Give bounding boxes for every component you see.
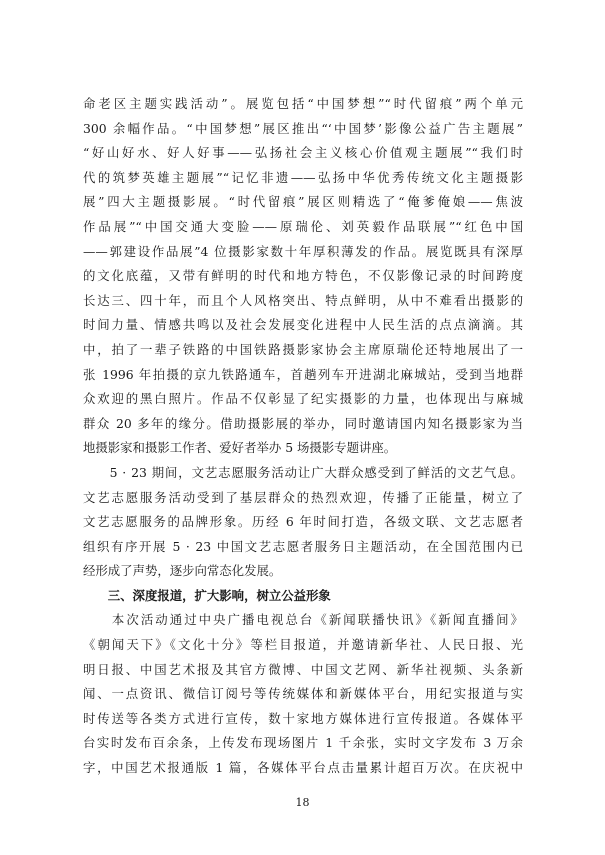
text-line: 张 1996 年拍摄的京九铁路通车，首趟列车开进湖北麻城站，受到当地群 [83, 366, 523, 382]
text-line: 本次活动通过中央广播电视总台《新闻联播快讯》《新闻直播间》 [83, 612, 523, 628]
text-line: 字，中国艺术报通版 1 篇，各媒体平台点击量累计超百万次。在庆祝中 [83, 760, 523, 776]
text-line: 300 余幅作品。“中国梦想”展区推出“‘中国梦’影像公益广告主题展” [83, 120, 523, 136]
text-line: 明日报、中国艺术报及其官方微博、中国文艺网、新华社视频、头条新 [83, 661, 523, 677]
text-line: 命老区主题实践活动”。展览包括“中国梦想”“时代留痕”两个单元 [83, 96, 523, 111]
text-line: 代的筑梦英雄主题展”“记忆非遗——弘扬中华优秀传统文化主题摄影 [83, 169, 523, 185]
text-line: 闻、一点资讯、微信订阅号等传统媒体和新媒体平台，用纪实报道与实 [83, 686, 523, 702]
text-line: 5 · 23 期间，文艺志愿服务活动让广大群众感受到了鲜活的文艺气息。 [83, 464, 523, 480]
text-line: 中，拍了一辈子铁路的中国铁路摄影家协会主席原瑞伦还特地展出了一 [83, 341, 523, 357]
text-line: 展”四大主题摄影展。“时代留痕”展区则精选了“俺爹俺娘——焦波 [83, 194, 523, 210]
text-line: 地摄影家和摄影工作者、爱好者举办 5 场摄影专题讲座。 [83, 440, 397, 456]
text-line: 作品展”“中国交通大变脸——原瑞伦、刘英毅作品联展”“红色中国 [83, 218, 523, 234]
text-line: 长达三、四十年，而且个人风格突出、特点鲜明，从中不难看出摄影的 [83, 292, 523, 308]
text-line: 文艺志愿服务活动受到了基层群众的热烈欢迎，传播了正能量，树立了 [83, 489, 523, 505]
text-line: 的文化底蕴，又带有鲜明的时代和地方特色，不仅影像记录的时间跨度 [83, 268, 523, 284]
text-line: 群众 20 多年的缘分。借助摄影展的举办，同时邀请国内知名摄影家为当 [83, 415, 523, 431]
text-line: 组织有序开展 5 · 23 中国文艺志愿者服务日主题活动，在全国范围内已 [83, 538, 523, 554]
text-line: 《朝闻天下》《文化十分》等栏目报道，并邀请新华社、人民日报、光 [83, 637, 523, 653]
text-line: ——郭建设作品展”4 位摄影家数十年厚积薄发的作品。展览既具有深厚 [83, 243, 523, 259]
text-line: “好山好水、好人好事——弘扬社会主义核心价值观主题展”“我们时 [83, 145, 523, 161]
page-number: 18 [295, 796, 310, 809]
text-line: 时间力量、情感共鸣以及社会发展变化进程中人民生活的点点滴滴。其 [83, 317, 523, 333]
text-line: 众欢迎的黑白照片。作品不仅彰显了纪实摄影的力量，也体现出与麻城 [83, 391, 523, 407]
section-heading: 三、深度报道，扩大影响，树立公益形象 [83, 587, 331, 603]
text-line: 经形成了声势，逐步向常态化发展。 [83, 563, 282, 579]
text-line: 时传送等各类方式进行宣传，数十家地方媒体进行宣传报道。各媒体平 [83, 710, 523, 726]
text-line: 台实时发布百余条，上传发布现场图片 1 千余张，实时文字发布 3 万余 [83, 735, 523, 751]
text-line: 文艺志愿服务的品牌形象。历经 6 年时间打造，各级文联、文艺志愿者 [83, 514, 523, 530]
body-text [83, 92, 523, 781]
